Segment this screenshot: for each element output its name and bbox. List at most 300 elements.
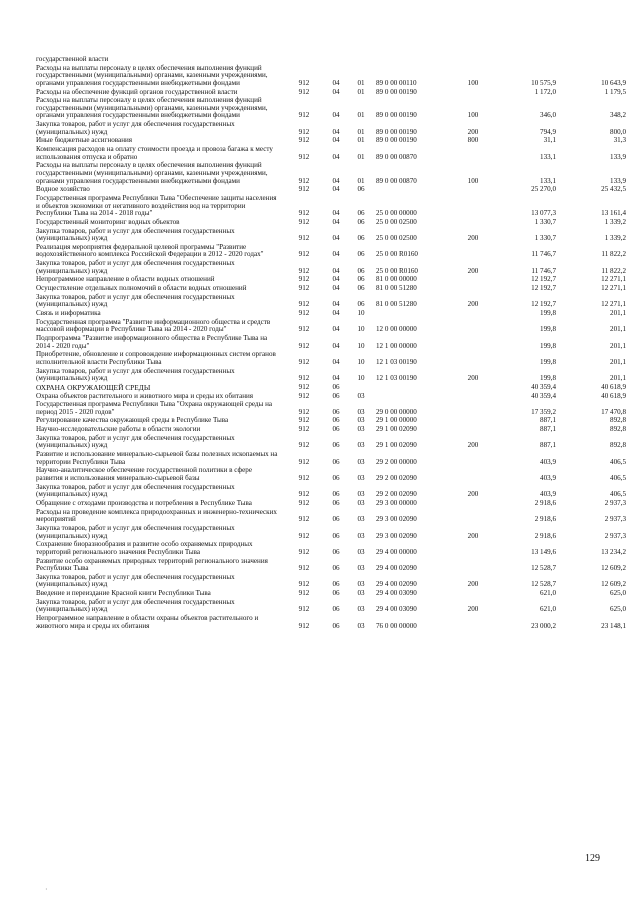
row-podrazdel-cell: 06: [357, 217, 365, 226]
row-grbs-cell: 912: [298, 176, 310, 185]
table-row: [36, 451, 626, 467]
row-amount-year2-cell: 406,5: [610, 474, 626, 482]
row-grbs-cell: 912: [298, 234, 310, 243]
row-grbs-cell: 912: [298, 515, 310, 524]
row-grbs-cell: 912: [298, 209, 310, 218]
row-name-cell: Осуществление отдельных полномочий в области водных отношений: [36, 284, 247, 293]
row-grbs-cell: 912: [298, 87, 310, 96]
row-amount-year2-cell: 1 339,2: [604, 234, 626, 243]
row-name-cell: Закупка товаров, работ и услуг для обеспечения государственных (муниципальных) нужд: [36, 292, 235, 309]
row-amount-year1-cell: 12 192,7: [531, 275, 556, 284]
row-amount-year1-cell: 887,1: [540, 441, 556, 450]
row-grbs-cell: 912: [298, 589, 310, 598]
page-number: 129: [585, 853, 600, 864]
row-amount-year2-cell: 892,8: [610, 416, 626, 425]
row-razdel-cell: 04: [332, 300, 340, 309]
row-target-article-cell: 12 1 03 00190: [376, 357, 417, 366]
row-amount-year2-cell: 800,0: [610, 127, 626, 136]
row-grbs-cell: 912: [298, 580, 310, 589]
row-amount-year1-cell: 403,9: [540, 457, 556, 466]
row-podrazdel-cell: 06: [357, 234, 365, 243]
row-podrazdel-cell: 03: [357, 515, 365, 524]
row-grbs-cell: [284, 56, 324, 65]
row-razdel-cell: 04: [332, 185, 340, 194]
row-amount-year1-cell: 13 149,6: [531, 547, 556, 556]
row-target-article-cell: [374, 310, 456, 319]
row-grbs-cell: 912: [298, 78, 310, 87]
row-grbs-cell: 912: [298, 357, 310, 366]
row-expense-type-cell: [456, 285, 490, 294]
row-expense-type-cell: [456, 351, 490, 367]
row-razdel-cell: 04: [332, 250, 340, 259]
row-target-article-cell: 81 0 00 00000: [376, 275, 417, 284]
row-name-cell: Научно-аналитическое обеспечение государственной политики в сфере развития и использования минерально-сырьевой базы: [36, 466, 252, 482]
row-expense-type-cell: 200: [467, 605, 479, 614]
row-name-cell: Закупка товаров, работ и услуг для обеспечения государственных (муниципальных) нужд: [36, 482, 235, 499]
row-podrazdel-cell: 06: [357, 275, 365, 284]
row-podrazdel-cell: 06: [357, 266, 365, 275]
row-name-cell: Закупка товаров, работ и услуг для обеспечения государственных (муниципальных) нужд: [36, 259, 235, 275]
row-razdel-cell: 04: [332, 325, 340, 334]
row-amount-year2-cell: 13 234,2: [601, 547, 626, 556]
row-amount-year2-cell: 12 271,1: [601, 284, 626, 293]
row-podrazdel-cell: 01: [357, 87, 365, 96]
row-expense-type-cell: [456, 417, 490, 426]
row-grbs-cell: 912: [298, 374, 310, 383]
row-expense-type-cell: 200: [467, 127, 479, 136]
row-razdel-cell: 04: [332, 78, 340, 87]
row-razdel-cell: 06: [332, 498, 340, 507]
row-amount-year1-cell: 199,8: [540, 341, 556, 350]
row-amount-year1-cell: 12 192,7: [531, 300, 556, 309]
row-amount-year2-cell: 1 339,2: [604, 217, 626, 226]
table-row: [36, 509, 626, 525]
row-name-cell: Введение и переиздание Красной книги Республики Тыва: [36, 589, 211, 598]
row-razdel-cell: 04: [332, 217, 340, 226]
row-grbs-cell: 912: [298, 341, 310, 350]
row-podrazdel-cell: 03: [357, 564, 365, 573]
row-grbs-cell: 912: [298, 621, 310, 630]
row-podrazdel-cell: 06: [357, 209, 365, 218]
row-grbs-cell: 912: [298, 457, 310, 466]
row-expense-type-cell: 100: [467, 111, 479, 120]
row-razdel-cell: 04: [332, 284, 340, 293]
row-razdel-cell: 04: [332, 266, 340, 275]
row-grbs-cell: 912: [298, 490, 310, 499]
row-amount-year2-cell: 2 937,3: [604, 515, 626, 524]
row-amount-year2-cell: 133,9: [610, 176, 626, 185]
row-name-cell: Государственная программа Республики Тыва "Охрана окружающей среды на период 2015 - 2020 годов": [36, 400, 273, 416]
row-razdel-cell: 06: [332, 580, 340, 589]
row-amount-year2-cell: 201,1: [610, 357, 626, 366]
row-amount-year2-cell: 40 618,9: [601, 382, 626, 391]
row-target-article-cell: 29 3 00 02090: [376, 531, 417, 540]
row-target-article-cell: 29 1 00 00000: [376, 416, 417, 425]
row-name-cell: Развитие особо охраняемых природных территорий регионального значения Республики Тыва: [36, 556, 268, 573]
row-name-cell: Расходы на проведение комплекса природоохранных и инженерно-технических мероприятий: [36, 507, 277, 524]
row-podrazdel-cell: 03: [357, 391, 365, 400]
row-target-article-cell: 89 0 00 00190: [376, 87, 417, 96]
row-expense-type-cell: [456, 558, 490, 574]
row-amount-year2-cell: 201,1: [610, 374, 626, 383]
row-name-cell: Охрана объектов растительного и животного мира и среды их обитания: [36, 391, 254, 400]
table-row: [36, 599, 626, 615]
row-amount-year2-cell: 201,1: [610, 341, 626, 350]
row-target-article-cell: 12 1 03 00190: [376, 374, 417, 383]
table-row: [36, 525, 626, 541]
row-amount-year2-cell: 10 643,9: [601, 78, 626, 87]
row-razdel-cell: 04: [332, 209, 340, 218]
budget-table-body: [36, 56, 626, 631]
row-amount-year2-cell: 11 822,2: [601, 266, 626, 275]
row-podrazdel-cell: 03: [357, 441, 365, 450]
row-name-cell: ОХРАНА ОКРУЖАЮЩЕЙ СРЕДЫ: [36, 382, 151, 392]
row-name-cell: Государственная программа "Развитие информационного общества и средств массовой информации в Республике Тыва на 2014 - 2020 годы": [36, 317, 271, 334]
table-row: [36, 294, 626, 310]
row-amount-year1-cell: 199,8: [540, 309, 556, 317]
row-amount-year1-cell: 199,8: [540, 357, 556, 366]
row-target-article-cell: 29 4 00 03090: [376, 589, 417, 598]
row-expense-type-cell: [456, 89, 490, 98]
row-podrazdel-cell: [348, 56, 374, 65]
row-amount-year1-cell: 887,1: [540, 416, 556, 425]
row-expense-type-cell: 200: [467, 300, 479, 309]
row-expense-type-cell: [456, 401, 490, 417]
row-name-cell: Водное хозяйство: [36, 185, 90, 194]
row-target-article-cell: 29 3 00 00000: [376, 498, 417, 507]
row-grbs-cell: 912: [298, 531, 310, 540]
row-razdel-cell: 06: [332, 441, 340, 450]
row-name-cell: Компенсация расходов на оплату стоимости проезда и провоза багажа к месту использования отпуска и обратно: [36, 145, 273, 161]
row-amount-year1-cell: 887,1: [540, 425, 556, 434]
row-expense-type-cell: [456, 56, 490, 65]
table-row: [36, 146, 626, 162]
row-podrazdel-cell: 03: [357, 531, 365, 540]
row-target-article-cell: 25 0 00 00000: [376, 209, 417, 218]
table-row: [36, 195, 626, 219]
row-grbs-cell: 912: [298, 605, 310, 614]
row-expense-type-cell: [456, 426, 490, 435]
row-grbs-cell: 912: [298, 416, 310, 425]
row-target-article-cell: 25 0 00 R0160: [376, 266, 418, 275]
row-target-article-cell: 89 0 00 00110: [376, 78, 417, 87]
row-name-cell: Связь и информатика: [36, 309, 101, 317]
row-amount-year1-cell: 794,9: [540, 127, 556, 136]
table-row: [36, 121, 626, 137]
row-podrazdel-cell: 03: [357, 490, 365, 499]
row-podrazdel-cell: 03: [357, 580, 365, 589]
row-amount-year2-cell: 892,8: [610, 425, 626, 434]
row-target-article-cell: 25 0 00 02500: [376, 234, 417, 243]
table-row: [36, 65, 626, 89]
row-name-cell: Закупка товаров, работ и услуг для обеспечения государственных (муниципальных) нужд: [36, 523, 235, 540]
row-podrazdel-cell: 03: [357, 425, 365, 434]
row-podrazdel-cell: 01: [357, 176, 365, 185]
row-target-article-cell: 76 0 00 00000: [376, 621, 417, 630]
row-amount-year2-cell: 892,8: [610, 441, 626, 450]
row-expense-type-cell: [456, 393, 490, 402]
row-razdel-cell: 04: [332, 234, 340, 243]
row-razdel-cell: 04: [332, 152, 340, 161]
row-name-cell: Закупка товаров, работ и услуг для обеспечения государственных (муниципальных) нужд: [36, 433, 235, 450]
row-amount-year1-cell: 403,9: [540, 490, 556, 499]
row-podrazdel-cell: 01: [357, 127, 365, 136]
row-expense-type-cell: 200: [467, 531, 479, 540]
row-podrazdel-cell: 03: [357, 498, 365, 507]
table-row: [36, 260, 626, 276]
row-amount-year2-cell: 2 937,3: [604, 498, 626, 507]
row-amount-year2-cell: 13 161,4: [601, 209, 626, 218]
row-expense-type-cell: [456, 467, 490, 483]
row-name-cell: Закупка товаров, работ и услуг для обеспечения государственных (муниципальных) нужд: [36, 597, 235, 614]
row-amount-year1-cell: 1 330,7: [534, 217, 556, 226]
row-expense-type-cell: 800: [467, 136, 479, 145]
row-amount-year1-cell: 2 918,6: [534, 498, 556, 507]
row-podrazdel-cell: 03: [357, 605, 365, 614]
row-amount-year2-cell: 11 822,2: [601, 250, 626, 259]
row-amount-year1-cell: 23 000,2: [531, 621, 556, 630]
table-row: [36, 228, 626, 244]
row-podrazdel-cell: 01: [357, 111, 365, 120]
table-row: [36, 351, 626, 367]
row-amount-year2-cell: [556, 56, 626, 65]
row-target-article-cell: 29 4 00 03090: [376, 605, 417, 614]
row-name-cell: Реализация мероприятия федеральной целевой программы "Развитие водохозяйственного комплекса Российской Федерации в 2012 - 2020 годах": [36, 242, 264, 259]
row-grbs-cell: 912: [298, 425, 310, 434]
row-expense-type-cell: [456, 335, 490, 351]
row-amount-year2-cell: 406,5: [610, 457, 626, 466]
table-row: [36, 335, 626, 351]
row-name-cell: Подпрограмма "Развитие информационного общества в Республике Тыва на 2014 - 2020 годы": [36, 333, 268, 350]
row-name-cell: Непрограммное направление в области водных отношений: [36, 275, 215, 284]
table-row: [36, 162, 626, 186]
row-target-article-cell: 29 1 00 02090: [376, 441, 417, 450]
budget-table-container: [36, 55, 626, 631]
scan-mark: ·: [45, 885, 48, 894]
row-podrazdel-cell: 03: [357, 457, 365, 466]
row-razdel-cell: 06: [332, 547, 340, 556]
row-amount-year1-cell: 621,0: [540, 605, 556, 614]
row-expense-type-cell: 200: [467, 266, 479, 275]
row-target-article-cell: 89 0 00 00190: [376, 127, 417, 136]
row-grbs-cell: 912: [298, 217, 310, 226]
table-row: [36, 467, 626, 483]
row-podrazdel-cell: 06: [357, 300, 365, 309]
row-target-article-cell: 12 0 00 00000: [376, 325, 417, 334]
row-name-cell: Сохранение биоразнообразия и развитие особо охраняемых природных территорий регионального значения Республики Тыва: [36, 540, 253, 556]
row-razdel-cell: 04: [332, 87, 340, 96]
table-row: [36, 435, 626, 451]
row-amount-year1-cell: 13 077,3: [531, 209, 556, 218]
row-podrazdel-cell: 06: [357, 284, 365, 293]
row-grbs-cell: 912: [298, 111, 310, 120]
row-podrazdel-cell: 03: [357, 416, 365, 425]
row-expense-type-cell: [456, 310, 490, 319]
row-razdel-cell: 06: [332, 531, 340, 540]
row-razdel-cell: [324, 56, 348, 65]
row-amount-year1-cell: [490, 56, 556, 65]
row-expense-type-cell: 200: [467, 441, 479, 450]
row-name-cell: Закупка товаров, работ и услуг для обеспечения государственных (муниципальных) нужд: [36, 366, 235, 383]
row-razdel-cell: 06: [332, 589, 340, 598]
row-name-cell: Расходы на выплаты персоналу в целях обеспечения выполнения функций государственными (муниципальными) органами, казенными учреждениями, органами управления государственными внебюджетными фондами: [36, 96, 268, 120]
row-grbs-cell: 912: [298, 250, 310, 259]
row-razdel-cell: 06: [332, 605, 340, 614]
row-target-article-cell: 29 2 00 00000: [376, 457, 417, 466]
row-target-article-cell: 89 0 00 00190: [376, 111, 417, 120]
row-amount-year1-cell: 133,1: [540, 152, 556, 161]
row-amount-year2-cell: 625,0: [610, 589, 626, 598]
row-amount-year2-cell: 201,1: [610, 309, 626, 317]
row-amount-year2-cell: 12 271,1: [601, 300, 626, 309]
row-expense-type-cell: [456, 541, 490, 557]
row-razdel-cell: 06: [332, 425, 340, 434]
row-amount-year2-cell: 40 618,9: [601, 391, 626, 400]
row-name-cell: Обращение с отходами производства и потребления в Республике Тыва: [36, 498, 252, 507]
row-amount-year2-cell: 23 148,1: [601, 621, 626, 630]
row-amount-year1-cell: 40 359,4: [531, 382, 556, 391]
row-target-article-cell: 12 1 00 00000: [376, 341, 417, 350]
row-grbs-cell: 912: [298, 275, 310, 284]
row-amount-year1-cell: 17 359,2: [531, 407, 556, 416]
row-amount-year1-cell: 133,1: [540, 176, 556, 185]
table-row: [36, 558, 626, 574]
row-podrazdel-cell: 10: [357, 341, 365, 350]
row-expense-type-cell: [456, 509, 490, 525]
row-podrazdel-cell: 03: [357, 547, 365, 556]
row-amount-year1-cell: 40 359,4: [531, 391, 556, 400]
row-amount-year1-cell: 1 172,0: [534, 87, 556, 96]
row-expense-type-cell: 100: [467, 176, 479, 185]
row-amount-year1-cell: 1 330,7: [534, 234, 556, 243]
row-razdel-cell: 04: [332, 341, 340, 350]
row-name-cell: государственной власти: [36, 55, 109, 63]
row-target-article-cell: [374, 384, 456, 393]
row-expense-type-cell: [456, 500, 490, 509]
row-razdel-cell: 06: [332, 457, 340, 466]
row-target-article-cell: 29 4 00 00000: [376, 547, 417, 556]
row-amount-year2-cell: 201,1: [610, 325, 626, 334]
row-podrazdel-cell: 06: [357, 250, 365, 259]
row-amount-year1-cell: 346,0: [540, 111, 556, 120]
row-target-article-cell: [374, 56, 456, 65]
row-razdel-cell: 04: [332, 374, 340, 383]
row-razdel-cell: 06: [332, 382, 340, 391]
row-amount-year1-cell: 403,9: [540, 474, 556, 482]
row-amount-year1-cell: 2 918,6: [534, 531, 556, 540]
row-grbs-cell: 912: [298, 474, 310, 482]
row-grbs-cell: 912: [298, 185, 310, 194]
row-grbs-cell: 912: [298, 547, 310, 556]
row-grbs-cell: 912: [298, 441, 310, 450]
row-target-article-cell: 25 0 00 R0160: [376, 250, 418, 259]
row-name-cell: Расходы на выплаты персоналу в целях обеспечения выполнения функций государственными (муниципальными) органами, казенными учреждениями, органами управления государственными внебюджетными фондами: [36, 63, 268, 87]
row-grbs-cell: 912: [298, 284, 310, 293]
table-row: [36, 541, 626, 557]
row-name-cell: Расходы на обеспечение функций органов государственной власти: [36, 87, 238, 96]
row-razdel-cell: 06: [332, 416, 340, 425]
row-podrazdel-cell: 01: [357, 152, 365, 161]
row-amount-year2-cell: 1 179,5: [604, 87, 626, 96]
row-grbs-cell: 912: [298, 266, 310, 275]
row-grbs-cell: 912: [298, 407, 310, 416]
row-target-article-cell: 29 2 00 02090: [376, 490, 417, 499]
row-amount-year2-cell: 406,5: [610, 490, 626, 499]
row-amount-year2-cell: 348,2: [610, 111, 626, 120]
row-amount-year1-cell: 11 746,7: [531, 250, 556, 259]
row-expense-type-cell: 200: [467, 374, 479, 383]
row-razdel-cell: 04: [332, 127, 340, 136]
row-amount-year2-cell: 31,3: [613, 136, 626, 145]
row-podrazdel-cell: 10: [357, 357, 365, 366]
row-amount-year1-cell: 199,8: [540, 374, 556, 383]
row-razdel-cell: 06: [332, 490, 340, 499]
row-name-cell: Государственный мониторинг водных объектов: [36, 217, 180, 226]
row-target-article-cell: 89 0 00 00870: [376, 176, 417, 185]
row-name-cell: Расходы на выплаты персоналу в целях обеспечения выполнения функций государственными (муниципальными) органами, казенными учреждениями, органами управления государственными внебюджетными фондами: [36, 161, 268, 185]
row-razdel-cell: 04: [332, 176, 340, 185]
row-podrazdel-cell: 06: [357, 185, 365, 194]
row-target-article-cell: 81 0 00 51280: [376, 284, 417, 293]
row-name-cell: Закупка товаров, работ и услуг для обеспечения государственных (муниципальных) нужд: [36, 572, 235, 589]
row-grbs-cell: 912: [298, 136, 310, 145]
row-grbs-cell: 912: [298, 309, 310, 317]
row-expense-type-cell: 100: [467, 78, 479, 87]
row-expense-type-cell: [456, 319, 490, 335]
row-amount-year1-cell: 12 528,7: [531, 564, 556, 573]
row-amount-year2-cell: 12 609,2: [601, 564, 626, 573]
row-expense-type-cell: [456, 146, 490, 162]
row-grbs-cell: 912: [298, 498, 310, 507]
row-target-article-cell: 25 0 00 02500: [376, 217, 417, 226]
row-amount-year1-cell: 25 270,0: [531, 185, 556, 194]
row-podrazdel-cell: 03: [357, 474, 365, 482]
row-amount-year1-cell: 621,0: [540, 589, 556, 598]
row-name-cell: Государственная программа Республики Тыва "Обеспечение защиты населения и объектов экономики от негативного воздействия вод на территории Республики Тыва на 2014 - 2018 годы": [36, 193, 277, 218]
row-amount-year1-cell: 11 746,7: [531, 266, 556, 275]
row-target-article-cell: 29 1 00 02090: [376, 425, 417, 434]
row-razdel-cell: 04: [332, 275, 340, 284]
row-amount-year2-cell: 12 271,1: [601, 275, 626, 284]
row-expense-type-cell: [456, 384, 490, 393]
row-expense-type-cell: [456, 186, 490, 195]
row-razdel-cell: 04: [332, 111, 340, 120]
row-grbs-cell: 912: [298, 382, 310, 391]
row-grbs-cell: 912: [298, 300, 310, 309]
row-razdel-cell: 06: [332, 515, 340, 524]
row-podrazdel-cell: 01: [357, 78, 365, 87]
table-row: [36, 244, 626, 260]
row-podrazdel-cell: 03: [357, 589, 365, 598]
row-target-article-cell: [374, 393, 456, 402]
row-target-article-cell: 81 0 00 51280: [376, 300, 417, 309]
row-podrazdel-cell: 03: [357, 407, 365, 416]
row-grbs-cell: 912: [298, 391, 310, 400]
row-target-article-cell: 29 2 00 02090: [376, 474, 417, 482]
row-amount-year2-cell: 2 937,3: [604, 531, 626, 540]
row-expense-type-cell: [456, 276, 490, 285]
row-amount-year2-cell: 12 609,2: [601, 580, 626, 589]
row-name-cell: Развитие и использование минерально-сырьевой базы полезных ископаемых на территории Республики Тыва: [36, 450, 278, 466]
table-row: [36, 574, 626, 590]
budget-table: [36, 56, 626, 631]
row-expense-type-cell: [456, 219, 490, 228]
row-grbs-cell: 912: [298, 152, 310, 161]
row-target-article-cell: 29 0 00 00000: [376, 407, 417, 416]
row-amount-year1-cell: 2 918,6: [534, 515, 556, 524]
row-name-cell: Закупка товаров, работ и услуг для обеспечения государственных (муниципальных) нужд: [36, 120, 235, 136]
row-grbs-cell: 912: [298, 127, 310, 136]
